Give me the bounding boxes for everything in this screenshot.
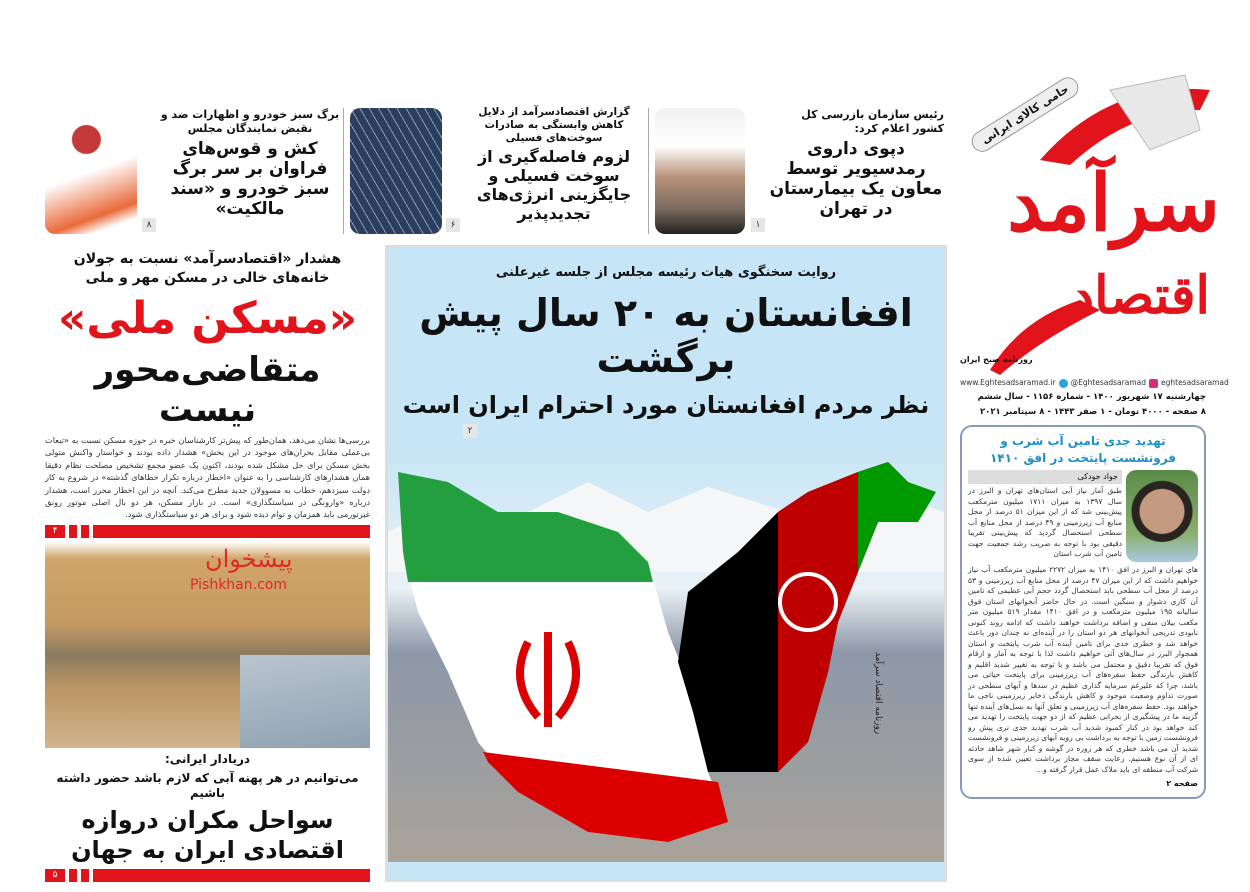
right-column bbox=[960, 378, 1229, 799]
teaser-2-page: ۶ bbox=[446, 218, 460, 232]
teaser-2-photo bbox=[350, 108, 442, 234]
masthead-tagline: روزنامه صبح ایران bbox=[960, 355, 1033, 364]
masthead-name-bottom: اقتصاد bbox=[1070, 265, 1210, 326]
teaser-3-headline: کش و قوس‌های فراوان بر سر برگ سبز خودرو و «سند مالکیت» bbox=[170, 139, 330, 219]
instagram-handle[interactable]: eghtesadsaramad bbox=[1161, 378, 1229, 387]
water-body-bottom: های تهران و البرز در افق ۱۴۱۰ به میزان ۲۲۷۲ میلیون مترمکعب آب نیاز خواهیم داشت که از این میزان ۴۷ درصد از محل منابع آب زیرزمینی و ۵۳ درصد از محل آب سطحی باید استحصال گردد حجم آبی عظیمی که تامین آن کاری دشوار و سنگین است. در حال حاضر آبخوانهای استان فوق سالیانه ۱۹۵ میلیون مترمکعب و در افق ۱۴۱۰ مقدار ۵۱۹ میلیون متر مکعب بیلان منفی و اضافه برداشت خواهند داشت که ادامه روند کنونی نابودی تدریجی آبخوانهای هر دو استان را در آینده‌ای نه چندان دور باعث خواهد شد و خطری جدی برای تامین آینده آب شرب پایتخت و استان همجوار البرز در سال‌های آتی خواهیم داشت لذا با توجه به آمار و ارقام فوق که تقریبا دقیق و محتمل می باشد و با توجه به تغییر شدید اقلیم و کاهش بارندگی حفظ سفره‌های آب زیرزمینی برای پایتخت حیاتی می باشد، چرا که علیرغم سرمایه گذاری عظیم در سدها و آبهای سطحی در صورت تداوم وضعیت موجود و کاهش بارندگی ذخایر زیرزمینی ناجی ما خواهند بود. حفظ سفره‌های آب زیرزمینی و تعلق آنها به نسل‌های آینده تنها گزینه ما در پیشگیری از بحرانی عظیم که از دو جهت پایتخت را تهدید می کند خواهد بود در کنار کمبود شدید آب شرب تهدید جدی تری پیش رو فرونشست زمین با توجه به برداشت بی رویه آبهای زیرزمینی و فرونشست شدید آن می باشد خطری که هر روزه در گوشه و کنار شهر شاهد حادثه ای از آن نوع هستیم. رعایت سقف مجاز برداشت تعیین شده از سوی شرکت آب منطقه ای باید ملاک عمل قرار گرفته و... bbox=[968, 565, 1199, 774]
teaser-1-text bbox=[768, 108, 944, 219]
teaser-2-kicker: گزارش اقتصادسرآمد از دلایل کاهش وابستگی به صادرات سوخت‌های فسیلی bbox=[478, 106, 630, 144]
main-story-page-row bbox=[388, 420, 944, 442]
housing-body: بررسی‌ها نشان می‌دهد، همان‌طور که پیش‌تر کارشناسان خبره در حوزه مسکن نسبت به «تبعات بی‌عملی مقابل بحران‌های موجود در این بخش» هشدار داده بودند و خواستار واکنش متولی بخش مسکن برای حل مشکل شده بودند، اکنون یک عضو مجمع تشخیص مصلحت نظام دقیقا همان هشدارهای کارشناسی را به عنوان «اخطار درباره تکرار خطاهای گذشته» در شروع به کار دولت سیزدهم، خطاب به مسوولان جدید مطرح می‌کند. آنچه در این اخطار محرز است، هشدار درباره «وارونگی در سیاستگذاری» است. در بازار مسکن، هر دو بال اصلی موتور رونق غیرتورمی باید همزمان و توام دیده شود و برای هر دو سیاستگذاری شود. bbox=[45, 435, 370, 520]
sea bbox=[240, 655, 370, 748]
water-story-box bbox=[960, 425, 1206, 799]
masthead-logo bbox=[960, 70, 1220, 375]
author-photo bbox=[1126, 470, 1198, 562]
divider bbox=[648, 108, 649, 234]
masthead-name-top: سرآمد bbox=[1007, 158, 1220, 249]
housing-headline-black: متقاضی‌محور نیست bbox=[94, 350, 321, 430]
makran-page: ۵ bbox=[45, 869, 65, 882]
teaser-1-photo bbox=[655, 108, 745, 234]
website-link[interactable]: www.Eghtesadsaramad.ir bbox=[960, 378, 1056, 387]
teaser-1-page: ۱ bbox=[751, 218, 765, 232]
makran-beach-photo bbox=[45, 542, 370, 748]
issue-line-1: چهارشنبه ۱۷ شهریور ۱۴۰۰ - شماره ۱۱۵۶ - سال ششم bbox=[977, 392, 1206, 402]
divider bbox=[343, 108, 344, 234]
water-body-top: طبق آمار نیاز آبی استان‌های تهران و البرز در سال ۱۳۹۷ به میزان ۱۷۱۱ میلیون مترمکعب پیش‌بینی شد که از این میزان ۵۱ درصد از محل منابع آب زیرزمینی و ۴۹ درصد از محل منابع آب سطحی استحصال گردید که پیش‌بینی تقریبا دقیقی بود با توجه به ضریب رشد جمعیت جهت تامین آب شرب استان bbox=[968, 486, 1122, 558]
teaser-3-text bbox=[160, 108, 340, 219]
iran-afghanistan-map-image bbox=[388, 442, 944, 862]
main-story-subhead: نظر مردم افغانستان مورد احترام ایران است bbox=[402, 391, 930, 419]
main-story bbox=[385, 245, 947, 882]
main-story-kicker: روایت سخنگوی هیات رئیسه مجلس از جلسه غیرعلنی bbox=[495, 265, 837, 280]
social-links bbox=[960, 378, 1229, 388]
teaser-1-headline: دپوی داروی رمدسیویر توسط معاون یک بیمارستان در تهران bbox=[769, 139, 943, 219]
teaser-2-text bbox=[464, 106, 644, 223]
teaser-3-kicker: برگ سبز خودرو و اظهارات ضد و نقیض نمایندگان مجلس bbox=[160, 108, 340, 135]
water-top-row bbox=[968, 470, 1198, 562]
makran-headline: سواحل مکران دروازه اقتصادی ایران به جهان bbox=[71, 806, 344, 864]
housing-headline-red: «مسکن ملی» bbox=[57, 293, 358, 344]
makran-kicker-2: می‌توانیم در هر پهنه آبی که لازم باشد حضور داشته باشیم bbox=[56, 771, 359, 800]
instagram-icon bbox=[1149, 379, 1158, 388]
image-credit: روزنامه اقتصاد سرآمد bbox=[873, 652, 883, 735]
teaser-3-page: ۸ bbox=[142, 218, 156, 232]
housing-page: ۴ bbox=[45, 525, 65, 538]
slogan-badge: حامی کالای ایرانی bbox=[968, 73, 1083, 156]
telegram-icon bbox=[1059, 379, 1068, 388]
section-bar bbox=[45, 869, 370, 882]
teaser-1-kicker: رئیس سازمان بازرسی کل کشور اعلام کرد: bbox=[801, 108, 944, 135]
author-name: جواد جودکی bbox=[968, 470, 1122, 484]
telegram-handle[interactable]: @Eghtesadsaramad bbox=[1070, 378, 1146, 387]
water-top-text bbox=[968, 470, 1122, 562]
main-story-page: ۲ bbox=[463, 424, 477, 438]
map-wrap bbox=[388, 442, 944, 862]
teaser-2-headline: لزوم فاصله‌گیری از سوخت فسیلی و جایگزینی انرژی‌های تجدیدپذیر bbox=[476, 147, 632, 223]
section-bar bbox=[45, 525, 370, 538]
continued-link[interactable]: صفحه ۲ bbox=[1166, 779, 1198, 788]
water-headline: تهدید جدی تامین آب شرب و فرونشست پایتخت در افق ۱۴۱۰ bbox=[989, 434, 1177, 465]
makran-kicker-1: دریادار ایرانی: bbox=[164, 752, 251, 766]
watermark-url: Pishkhan.com bbox=[190, 576, 287, 593]
watermark-script: پیشخوان bbox=[205, 544, 293, 573]
teaser-3-photo bbox=[45, 108, 137, 234]
main-story-headline: افغانستان به ۲۰ سال پیش برگشت bbox=[419, 291, 913, 381]
left-column bbox=[45, 250, 370, 882]
housing-kicker: هشدار «اقتصادسرآمد» نسبت به جولان خانه‌های خالی در مسکن مهر و ملی bbox=[73, 251, 342, 286]
issue-line-2: ۸ صفحه - ۴۰۰۰ تومان - ۱ صفر ۱۴۴۳ - ۸ سپتامبر ۲۰۲۱ bbox=[979, 407, 1206, 417]
